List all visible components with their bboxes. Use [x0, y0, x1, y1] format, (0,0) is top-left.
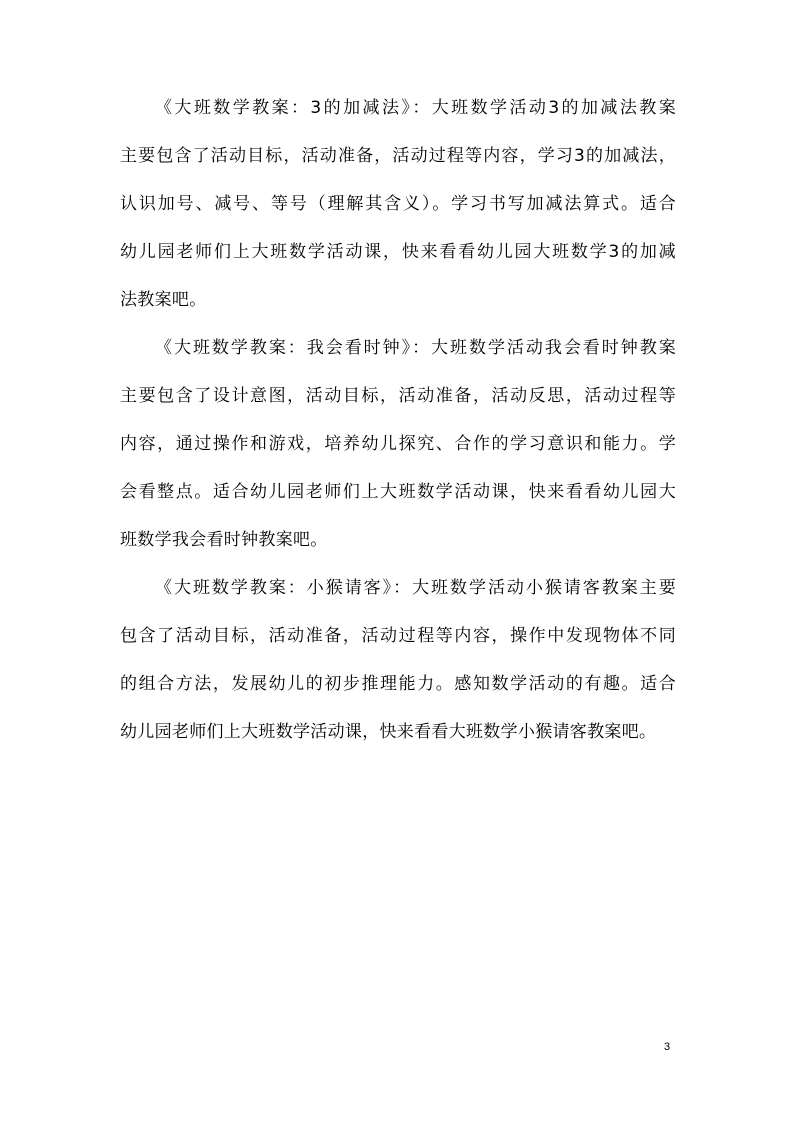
paragraph-line: 主要包含了设计意图，活动目标，活动准备，活动反思，活动过程等	[120, 386, 676, 406]
paragraph-line: 的组合方法，发展幼儿的初步推理能力。感知数学活动的有趣。适合	[120, 674, 676, 694]
paragraph-line: 法教案吧。	[120, 290, 207, 310]
paragraph-line: 主要包含了活动目标，活动准备，活动过程等内容，学习3的加减法，	[120, 146, 676, 166]
paragraph-little-monkey-guests	[120, 564, 676, 756]
paragraph-line: 《大班数学教案：我会看时钟》：大班数学活动我会看时钟教案	[155, 338, 676, 358]
paragraph-reading-clock	[120, 324, 676, 564]
paragraph-line: 班数学我会看时钟教案吧。	[120, 530, 328, 550]
paragraph-line: 《大班数学教案：小猴请客》：大班数学活动小猴请客教案主要	[155, 578, 676, 598]
paragraph-line: 认识加号、减号、等号（理解其含义）。学习书写加减法算式。适合	[120, 194, 676, 214]
paragraph-3-addition-subtraction	[120, 84, 676, 324]
paragraph-line: 内容，通过操作和游戏，培养幼儿探究、合作的学习意识和能力。学	[120, 434, 676, 454]
page-number: 3	[664, 1041, 671, 1053]
paragraph-line: 幼儿园老师们上大班数学活动课，快来看看大班数学小猴请客教案吧。	[120, 722, 657, 742]
paragraph-line: 会看整点。适合幼儿园老师们上大班数学活动课，快来看看幼儿园大	[120, 482, 676, 502]
paragraph-line: 《大班数学教案：3的加减法》：大班数学活动3的加减法教案	[155, 98, 676, 118]
paragraph-line: 包含了活动目标，活动准备，活动过程等内容，操作中发现物体不同	[120, 626, 676, 646]
paragraph-line: 幼儿园老师们上大班数学活动课，快来看看幼儿园大班数学3的加减	[120, 242, 676, 262]
